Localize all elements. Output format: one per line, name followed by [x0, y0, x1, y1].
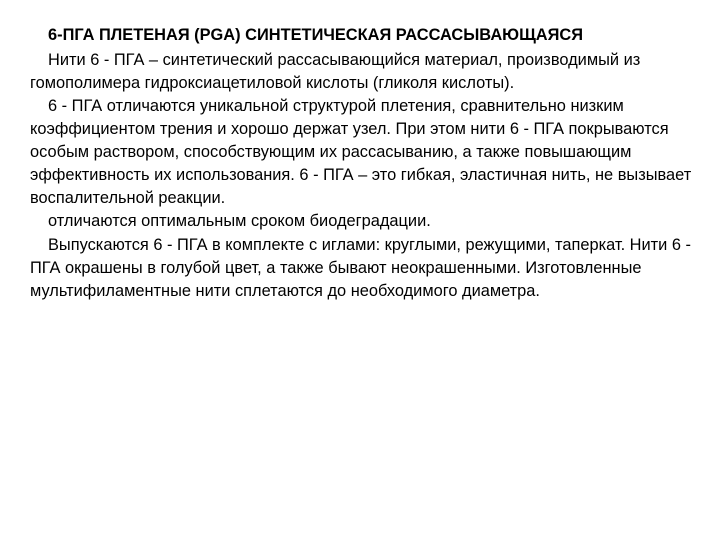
paragraph-packaging: Выпускаются 6 - ПГА в комплекте с иглами: круглыми, режущими, таперкат. Нити 6 - ПГА окрашены в голубой цвет, а также бывают неокрашенными. Изготовленные мультифиламентные нити сплетаются до необходимого диаметра.: [30, 236, 692, 300]
paragraph-description: Нити 6 - ПГА – синтетический рассасывающийся материал, производимый из гомополимера гидроксиацетиловой кислоты (гликоля кислоты).: [30, 50, 641, 92]
paragraph-properties: 6 - ПГА отличаются уникальной структурой плетения, сравнительно низким коэффициентом трения и хорошо держат узел. При этом нити 6 - ПГА покрываются особым раствором, способствующим их рассасыванию, а также повышающим эффективность их использования. 6 - ПГА – это гибкая, эластичная нить, не вызывает воспалительной реакции.: [30, 97, 692, 207]
document-heading: 6-ПГА ПЛЕТЕНАЯ (PGA) СИНТЕТИЧЕСКАЯ РАССАСЫВАЮЩАЯСЯ: [48, 26, 584, 44]
paragraph-biodegradation: отличаются оптимальным сроком биодеградации.: [48, 212, 431, 231]
text-block: [30, 24, 698, 304]
